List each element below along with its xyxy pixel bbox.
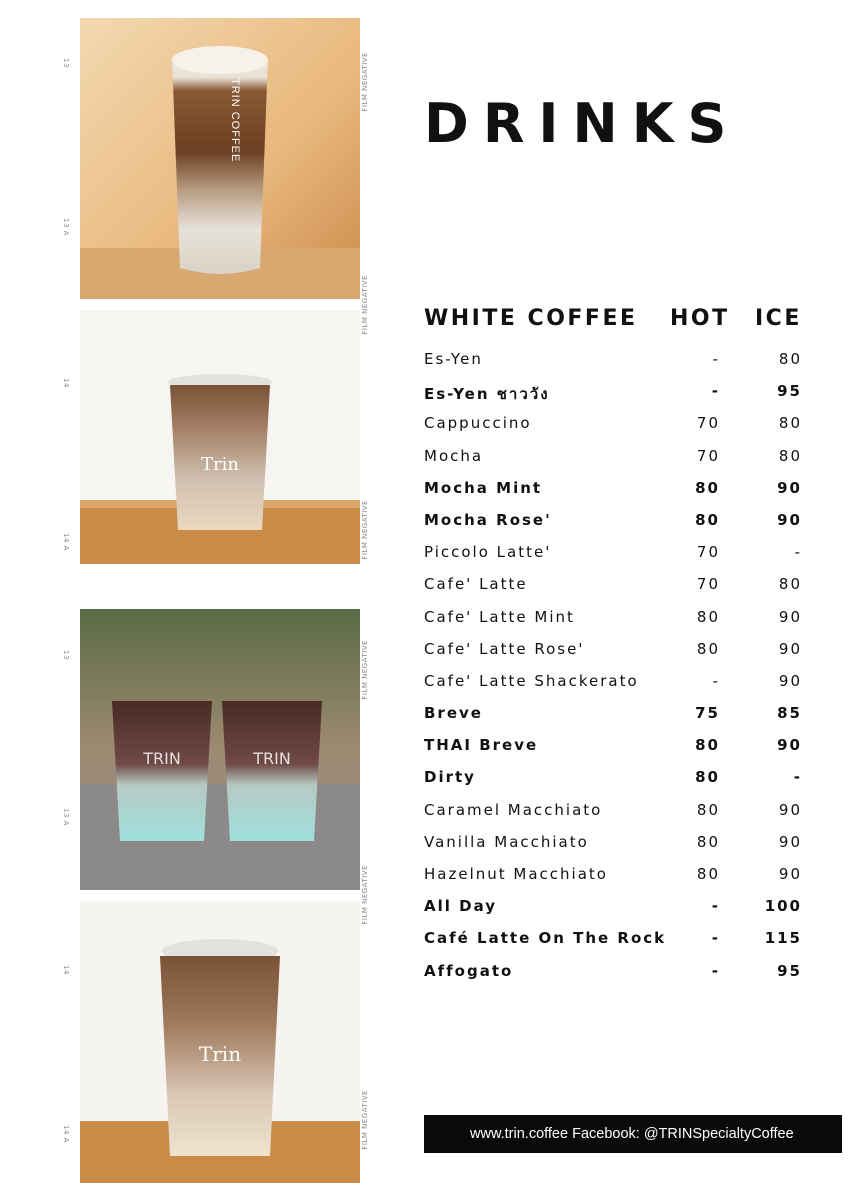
item-name: All Day: [424, 897, 498, 916]
film-negative-label: FILM NEGATIVE: [361, 1090, 369, 1150]
item-name: Dirty: [424, 768, 476, 787]
item-name: Es-Yen ชาววัง: [424, 385, 550, 404]
menu-item: [424, 956, 808, 988]
menu-item: [424, 376, 808, 408]
cup-text: TRIN: [253, 749, 291, 768]
menu-item: [424, 730, 808, 762]
cup-text: TRIN COFFEE: [229, 78, 241, 163]
item-name: Cafe' Latte: [424, 575, 528, 594]
menu-item: [424, 795, 808, 827]
item-hot-price: 70: [696, 414, 720, 433]
item-ice-price: 90: [778, 671, 802, 690]
item-name: Cafe' Latte Mint: [424, 607, 575, 626]
menu-item: [424, 408, 808, 440]
drinks-menu: [424, 344, 808, 988]
item-name: Hazelnut Macchiato: [424, 865, 608, 883]
item-hot-price: -: [711, 382, 720, 401]
item-name: Mocha Rose': [424, 510, 552, 529]
item-ice-price: 80: [778, 414, 802, 433]
item-ice-price: 90: [778, 865, 802, 883]
item-ice-price: 115: [764, 929, 802, 948]
frame-number: 14 A: [62, 533, 70, 551]
menu-item: [424, 344, 808, 376]
item-ice-price: 90: [777, 736, 802, 755]
item-ice-price: -: [793, 768, 802, 787]
menu-item: [424, 441, 808, 473]
item-ice-price: 90: [778, 800, 802, 819]
item-hot-price: 80: [696, 832, 720, 851]
frame-number: 14: [62, 378, 70, 388]
item-name: Vanilla Macchiato: [424, 832, 589, 851]
menu-item: [424, 505, 808, 537]
item-name: Es-Yen: [424, 350, 483, 368]
item-hot-price: 80: [696, 800, 720, 819]
menu-item: [424, 859, 808, 891]
mint-mocha-cups-photo: [80, 609, 360, 890]
frame-number: 13: [62, 58, 70, 68]
item-hot-price: 80: [696, 607, 720, 626]
frame-number: 13 A: [62, 218, 70, 236]
item-hot-price: 80: [696, 865, 720, 883]
film-negative-label: FILM NEGATIVE: [361, 640, 369, 700]
menu-item: [424, 634, 808, 666]
layered-latte-glass-photo: [80, 18, 360, 299]
cup-text: Trin: [198, 1042, 242, 1066]
menu-item: [424, 923, 808, 955]
item-name: Breve: [424, 704, 483, 723]
iced-latte-takeaway-photo: [80, 901, 360, 1183]
item-name: Piccolo Latte': [424, 543, 552, 562]
film-negative-label: FILM NEGATIVE: [361, 275, 369, 335]
column-ice-header: ICE: [755, 306, 802, 331]
film-negative-label: FILM NEGATIVE: [361, 500, 369, 560]
item-ice-price: 90: [778, 639, 802, 658]
item-name: Cafe' Latte Shackerato: [424, 671, 639, 690]
item-hot-price: 70: [696, 446, 720, 465]
item-hot-price: -: [711, 897, 720, 916]
item-ice-price: -: [794, 543, 802, 562]
frame-number: 13 A: [62, 808, 70, 826]
menu-item: [424, 666, 808, 698]
item-ice-price: 95: [777, 382, 802, 401]
menu-item: [424, 537, 808, 569]
item-hot-price: 70: [696, 543, 720, 562]
menu-item: [424, 827, 808, 859]
item-name: Caramel Macchiato: [424, 800, 603, 819]
iced-latte-cup-photo: [80, 310, 360, 564]
item-ice-price: 95: [777, 961, 802, 980]
item-ice-price: 100: [764, 897, 802, 916]
item-name: Mocha Mint: [424, 478, 543, 497]
contact-text[interactable]: www.trin.coffee Facebook: @TRINSpecialtyCoffee: [470, 1126, 794, 1142]
item-hot-price: 70: [696, 575, 720, 594]
film-negative-label: FILM NEGATIVE: [361, 865, 369, 925]
frame-number: 14: [62, 965, 70, 975]
menu-item: [424, 698, 808, 730]
item-name: Cafe' Latte Rose': [424, 639, 585, 658]
menu-item: [424, 762, 808, 794]
item-hot-price: -: [711, 961, 720, 980]
item-ice-price: 90: [777, 478, 802, 497]
item-ice-price: 80: [778, 575, 802, 594]
menu-item: [424, 473, 808, 505]
item-name: THAI Breve: [424, 736, 539, 755]
item-name: Affogato: [424, 961, 514, 980]
item-hot-price: -: [711, 929, 720, 948]
item-hot-price: 80: [695, 510, 720, 529]
menu-item: [424, 569, 808, 601]
menu-header: [424, 306, 808, 336]
item-hot-price: 80: [695, 768, 720, 787]
cup-text: TRIN: [143, 749, 181, 768]
column-hot-header: HOT: [670, 306, 730, 331]
item-ice-price: 80: [778, 350, 802, 368]
item-hot-price: -: [712, 350, 720, 368]
item-ice-price: 90: [777, 510, 802, 529]
item-hot-price: 75: [695, 704, 720, 723]
frame-number: 14 A: [62, 1125, 70, 1143]
item-name: Mocha: [424, 446, 484, 465]
item-hot-price: -: [712, 671, 720, 690]
item-hot-price: 80: [696, 639, 720, 658]
item-ice-price: 80: [778, 446, 802, 465]
page-title: DRINKS: [424, 92, 741, 155]
frame-number: 13: [62, 650, 70, 660]
item-ice-price: 90: [778, 607, 802, 626]
cup-text: Trin: [201, 454, 239, 475]
section-title: WHITE COFFEE: [424, 306, 638, 331]
item-name: Café Latte On The Rock: [424, 929, 667, 948]
item-hot-price: 80: [695, 736, 720, 755]
menu-item: [424, 891, 808, 923]
film-negative-label: FILM NEGATIVE: [361, 52, 369, 112]
item-name: Cappuccino: [424, 414, 532, 433]
item-ice-price: 90: [778, 832, 802, 851]
contact-footer: [424, 1115, 842, 1153]
item-hot-price: 80: [695, 478, 720, 497]
item-ice-price: 85: [777, 704, 802, 723]
menu-item: [424, 602, 808, 634]
